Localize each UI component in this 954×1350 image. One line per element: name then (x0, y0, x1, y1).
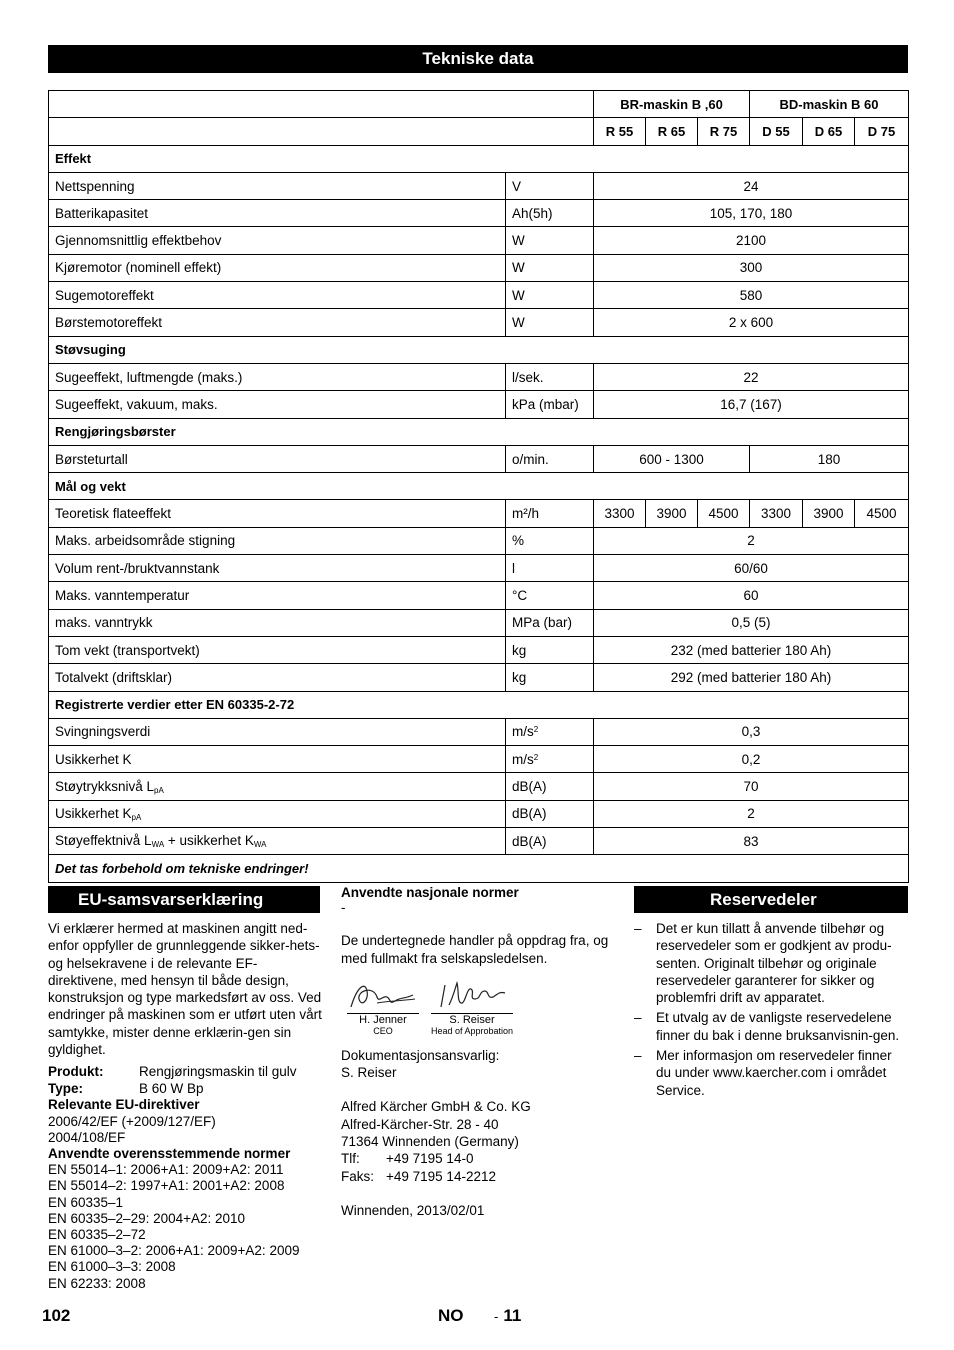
section-row (49, 691, 909, 718)
row-unit: Ah(5h) (506, 200, 594, 227)
model-header: R 55 (594, 118, 646, 145)
table-row (49, 309, 909, 336)
row-value: 3300 (594, 500, 646, 527)
type-value: B 60 W Bp (139, 1080, 204, 1096)
table-row (49, 582, 909, 609)
directives-label: Relevante EU-direktiver (48, 1097, 200, 1113)
table-row (49, 254, 909, 281)
table-row (49, 800, 909, 827)
row-unit: kPa (mbar) (506, 391, 594, 418)
list-item: EN 55014–2: 1997+A1: 2001+A2: 2008 (48, 1178, 285, 1194)
row-unit: W (506, 309, 594, 336)
row-label: Sugemotoreffekt (49, 282, 506, 309)
row-unit: l (506, 555, 594, 582)
table-row (49, 500, 909, 527)
page-number: 102 (42, 1306, 71, 1325)
row-value: 70 (594, 773, 909, 800)
row-unit: dB(A) (506, 828, 594, 855)
group-header-bd: BD-maskin B 60 (750, 91, 909, 118)
signature-jenner-icon (347, 977, 419, 1013)
model-header: D 55 (750, 118, 803, 145)
place-date: Winnenden, 2013/02/01 (341, 1202, 485, 1218)
section-row (49, 418, 909, 445)
row-value: 300 (594, 254, 909, 281)
row-unit: V (506, 172, 594, 199)
product-label: Produkt: (48, 1064, 104, 1080)
list-item-text: Mer informasjon om reservedeler finner du under www.kaercher.com i området Service. (656, 1048, 892, 1098)
eu-intro: Vi erklærer hermed at maskinen angitt ned-enfor oppfyller de grunnleggende sikker-hets- og helsekravene i de relevante EF-direktivene, med hensyn til både design, konstruksjon og type markedsført av oss. Ved endringer på maskinen som er utført uten vårt samtykke, mister denne erklærin-gen sin gyldighet. (48, 921, 322, 1058)
row-unit: % (506, 527, 594, 554)
table-row (49, 445, 909, 472)
table-row (49, 773, 909, 800)
table-row (49, 363, 909, 390)
list-item: 2004/108/EF (48, 1129, 126, 1145)
table-row (49, 200, 909, 227)
row-unit: MPa (bar) (506, 609, 594, 636)
row-value: 600 - 1300 (594, 445, 750, 472)
middle-column (341, 884, 616, 1219)
row-label: Gjennomsnittlig effektbehov (49, 227, 506, 254)
row-label: Teoretisk flateeffekt (49, 500, 506, 527)
row-label: Usikkerhet $K_{pA}$ (49, 800, 506, 827)
fax-value: +49 7195 14-2212 (386, 1168, 496, 1184)
signer-title: CEO (373, 1025, 393, 1036)
row-label: Maks. vanntemperatur (49, 582, 506, 609)
row-label: Totalvekt (driftsklar) (49, 664, 506, 691)
section-row (49, 336, 909, 363)
row-value: 3900 (803, 500, 855, 527)
model-header: D 65 (803, 118, 855, 145)
row-value: 3300 (750, 500, 803, 527)
national-norms-value: - (341, 900, 346, 916)
row-value: 24 (594, 172, 909, 199)
row-unit: o/min. (506, 445, 594, 472)
row-label: Sugeeffekt, vakuum, maks. (49, 391, 506, 418)
list-item: EN 60335–2–72 (48, 1227, 146, 1242)
row-value: 0,5 (5) (594, 609, 909, 636)
section-label: Registrerte verdier etter EN 60335-2-72 (49, 691, 909, 718)
product-row (48, 1064, 322, 1081)
row-unit: $m/s^2$ (506, 746, 594, 773)
phone-value: +49 7195 14-0 (386, 1151, 474, 1167)
row-value: 22 (594, 363, 909, 390)
row-unit: °C (506, 582, 594, 609)
standards-label: Anvendte overensstemmende normer (48, 1145, 291, 1161)
group-header-br: BR-maskin B ,60 (594, 91, 750, 118)
table-row (49, 118, 909, 145)
spare-parts-heading: Reservedeler (634, 886, 908, 913)
section-label: Rengjøringsbørster (49, 418, 909, 445)
model-header: D 75 (855, 118, 909, 145)
doc-resp-name: S. Reiser (341, 1065, 397, 1081)
undersigned-text: De undertegnede handler på oppdrag fra, og med fullmakt fra selskapsledelsen. (341, 933, 609, 966)
company-city: 71364 Winnenden (Germany) (341, 1134, 519, 1150)
row-unit: l/sek. (506, 363, 594, 390)
row-value: 16,7 (167) (594, 391, 909, 418)
row-value: 60 (594, 582, 909, 609)
signature-reiser-icon (431, 977, 511, 1013)
company-street: Alfred-Kärcher-Str. 28 - 40 (341, 1116, 499, 1132)
eu-declaration-heading: EU-samsvarserklæring (48, 886, 320, 913)
row-value: 2 (594, 800, 909, 827)
company-name: Alfred Kärcher GmbH & Co. KG (341, 1099, 531, 1115)
list-item (634, 920, 909, 1006)
fax-label: Faks: (341, 1168, 375, 1184)
list-item: EN 60335–2–29: 2004+A2: 2010 (48, 1210, 246, 1226)
model-header: R 75 (698, 118, 750, 145)
list-item: EN 61000–3–2: 2006+A1: 2009+A2: 2009 (48, 1243, 300, 1259)
signature-jenner (347, 977, 419, 1037)
fax-row (341, 1168, 616, 1185)
section-row (49, 145, 909, 172)
list-item: 2006/42/EF (+2009/127/EF) (48, 1113, 216, 1129)
row-label: Støyeffektnivå $L_{WA}$ + usikkerhet $K_{WA}$ (49, 828, 506, 855)
table-row (49, 664, 909, 691)
section-label: Effekt (49, 145, 909, 172)
spare-parts-column (634, 920, 909, 1099)
footnote: Det tas forbehold om tekniske endringer! (49, 855, 909, 882)
table-row (49, 609, 909, 636)
row-unit: m²/h (506, 500, 594, 527)
table-row (49, 282, 909, 309)
row-value: 3900 (646, 500, 698, 527)
row-value: 105, 170, 180 (594, 200, 909, 227)
dash-bullet: – (634, 1010, 642, 1026)
row-value: 60/60 (594, 555, 909, 582)
type-label: Type: (48, 1080, 84, 1096)
row-value: 4500 (698, 500, 750, 527)
footnote-row (49, 855, 909, 882)
list-item (634, 1047, 909, 1099)
row-label: Støytrykksnivå $L_{pA}$ (49, 773, 506, 800)
row-label: Volum rent-/bruktvannstank (49, 555, 506, 582)
table-row (49, 555, 909, 582)
row-unit: W (506, 254, 594, 281)
row-value: 580 (594, 282, 909, 309)
tech-spec-table (48, 90, 909, 883)
table-row (49, 227, 909, 254)
row-unit: dB(A) (506, 773, 594, 800)
row-unit: $m/s^2$ (506, 718, 594, 745)
row-value: 232 (med batterier 180 Ah) (594, 636, 909, 663)
table-row (49, 91, 909, 118)
list-item-text: Det er kun tillatt å anvende tilbehør og reservedeler som er godkjent av produ-senten. Originalt tilbehør og originale reservedeler garanterer for sikker og problemfri drift av apparatet. (656, 921, 892, 1006)
row-value: 4500 (855, 500, 909, 527)
row-value: 0,3 (594, 718, 909, 745)
eu-declaration-column (48, 920, 322, 1292)
national-norms-label: Anvendte nasjonale normer (341, 885, 519, 900)
list-item-text: Et utvalg av de vanligste reservedelene finner du bak i denne bruksanvisnin-gen. (656, 1010, 900, 1043)
section-label: Støvsuging (49, 336, 909, 363)
list-item: EN 62233: 2008 (48, 1275, 146, 1291)
tekniske-data-heading: Tekniske data (48, 45, 908, 73)
section-row (49, 473, 909, 500)
doc-resp-label: Dokumentasjonsansvarlig: (341, 1047, 500, 1063)
table-row (49, 527, 909, 554)
row-value: 83 (594, 828, 909, 855)
dash-bullet: – (634, 921, 642, 936)
list-item: EN 55014–1: 2006+A1: 2009+A2: 2011 (48, 1162, 284, 1178)
table-row (49, 636, 909, 663)
list-item: EN 60335–1 (48, 1194, 124, 1210)
signer-title: Head of Approbation (431, 1025, 514, 1036)
row-unit: dB(A) (506, 800, 594, 827)
row-value: 2100 (594, 227, 909, 254)
table-row (49, 718, 909, 745)
row-label: maks. vanntrykk (49, 609, 506, 636)
table-row (49, 746, 909, 773)
row-value: 2 (594, 527, 909, 554)
row-label: Svingningsverdi (49, 718, 506, 745)
row-label: Kjøremotor (nominell effekt) (49, 254, 506, 281)
phone-label: Tlf: (341, 1151, 360, 1167)
dash-bullet: – (634, 1048, 642, 1064)
phone-row (341, 1150, 616, 1167)
row-label: Sugeeffekt, luftmengde (maks.) (49, 363, 506, 390)
language-code: NO (438, 1306, 464, 1325)
signature-reiser (431, 977, 513, 1037)
row-value: 292 (med batterier 180 Ah) (594, 664, 909, 691)
table-row (49, 828, 909, 855)
product-value: Rengjøringsmaskin til gulv (139, 1064, 297, 1080)
row-value: 2 x 600 (594, 309, 909, 336)
row-value: 180 (750, 445, 909, 472)
table-row (49, 172, 909, 199)
row-label: Usikkerhet K (49, 746, 506, 773)
row-label: Nettspenning (49, 172, 506, 199)
row-unit: kg (506, 636, 594, 663)
row-label: Tom vekt (transportvekt) (49, 636, 506, 663)
table-row (49, 391, 909, 418)
row-label: Maks. arbeidsområde stigning (49, 527, 506, 554)
row-unit: W (506, 282, 594, 309)
row-value: 0,2 (594, 746, 909, 773)
row-label: Børsteturtall (49, 445, 506, 472)
row-label: Børstemotoreffekt (49, 309, 506, 336)
section-label: Mål og vekt (49, 473, 909, 500)
type-row (48, 1081, 322, 1098)
signer-name: S. Reiser (431, 1013, 513, 1026)
row-unit: kg (506, 664, 594, 691)
sub-page-number: - 11 (494, 1306, 522, 1325)
signatures (341, 977, 616, 1039)
model-header: R 65 (646, 118, 698, 145)
row-unit: W (506, 227, 594, 254)
signer-name: H. Jenner (347, 1013, 419, 1026)
list-item (634, 1009, 909, 1044)
list-item: EN 61000–3–3: 2008 (48, 1259, 176, 1275)
row-label: Batterikapasitet (49, 200, 506, 227)
